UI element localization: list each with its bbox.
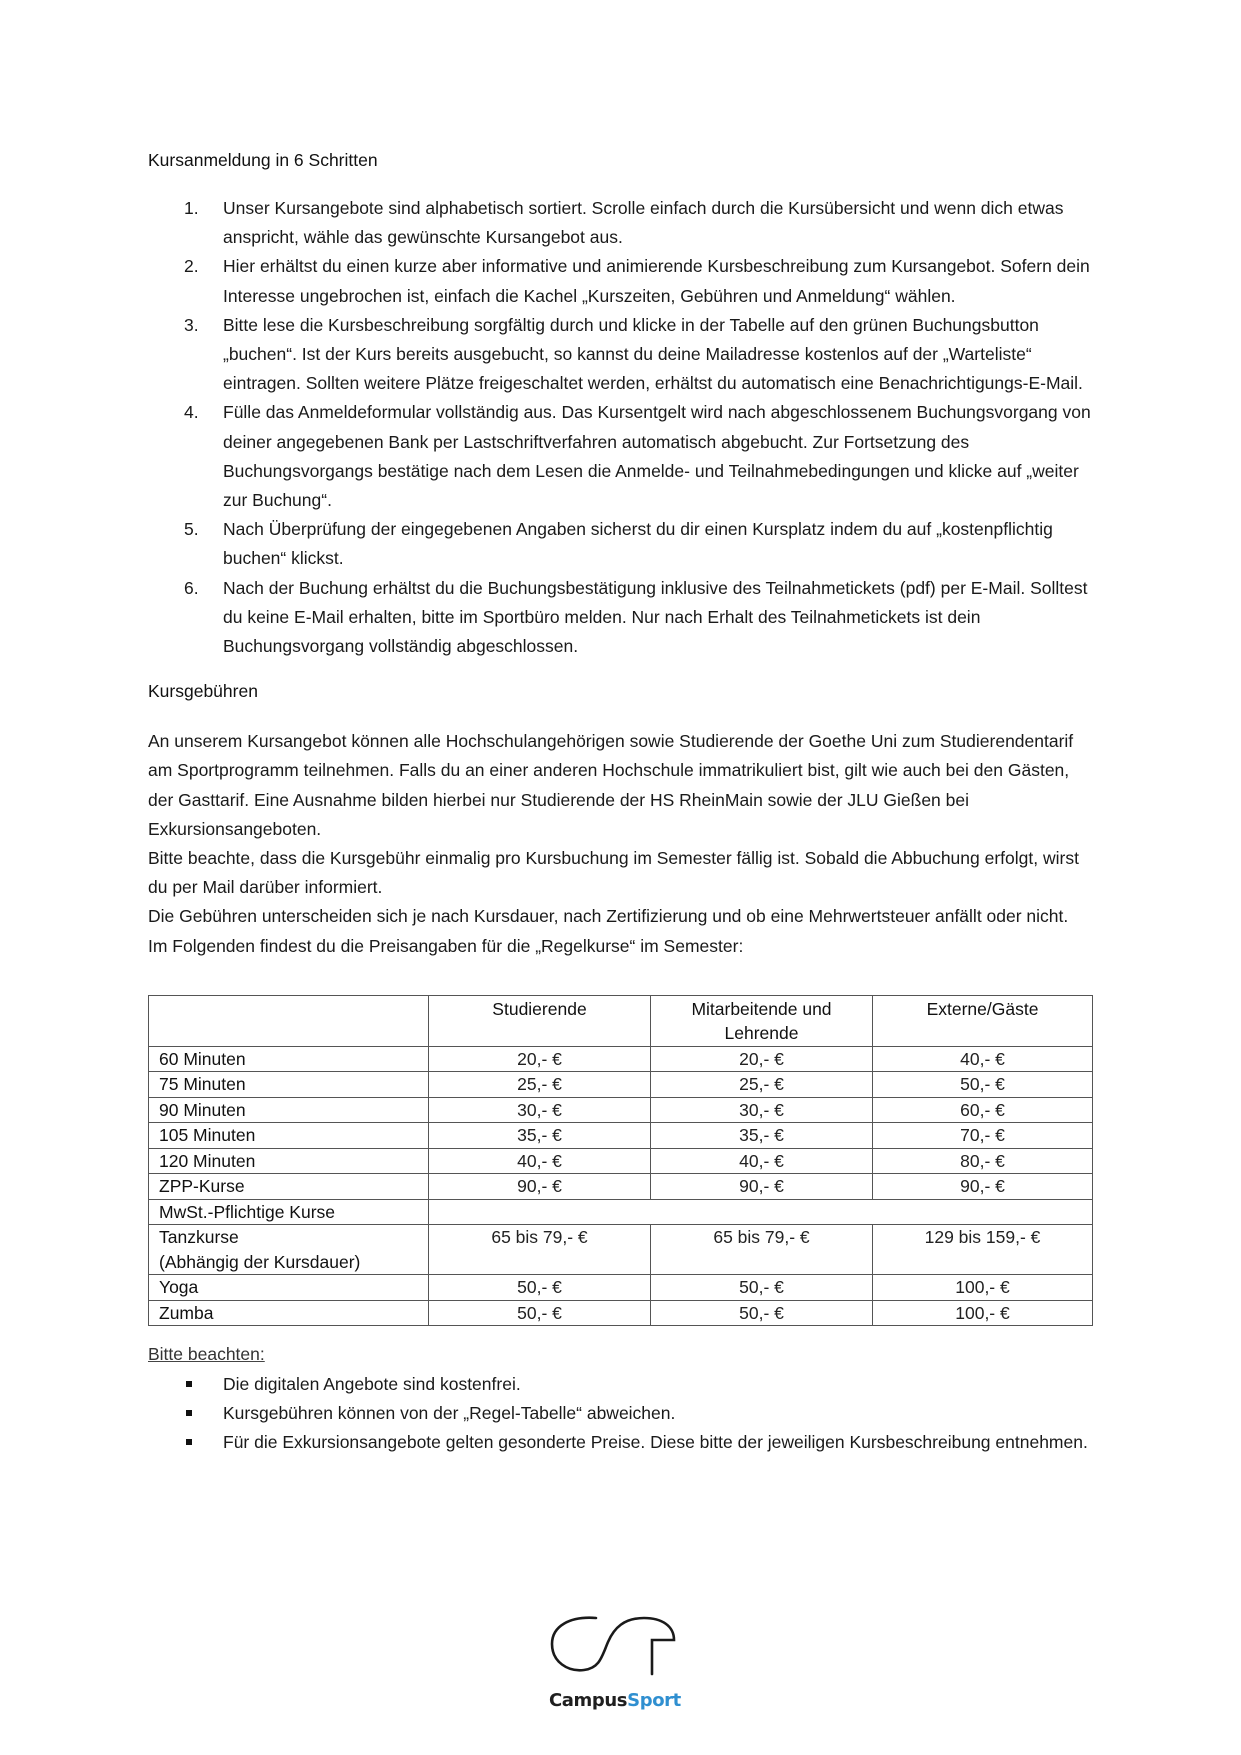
price-studierende: 30,- € (429, 1097, 651, 1123)
price-mitarbeitende: 35,- € (651, 1123, 873, 1149)
fees-paragraph: Bitte beachte, dass die Kursgebühr einmalig pro Kursbuchung im Semester fällig ist. Sobald die Abbuchung erfolgt, wirst du per Mail darüber informiert. (148, 848, 1079, 898)
square-bullet-icon (186, 1439, 192, 1445)
price-studierende: 50,- € (429, 1275, 651, 1301)
step-text: Fülle das Anmeldeformular vollständig aus. Das Kursentgelt wird nach abgeschlossenem Buchungsvorgang von deiner angegebenen Bank per Lastschriftverfahren automatisch abgebucht. Zur Fortsetzung des Buchungsvorgangs bestätige nach dem Lesen die Anmelde- und Teilnahmebedingungen und klicke auf „weiter zur Buchung“. (223, 402, 1091, 511)
row-label (149, 1225, 429, 1275)
price-mitarbeitende: 65 bis 79,- € (651, 1225, 873, 1275)
step-number: 5. (184, 519, 199, 540)
step-item (148, 252, 1092, 310)
header-mitarbeitende: Mitarbeitende und Lehrende (651, 995, 873, 1046)
price-studierende: 90,- € (429, 1174, 651, 1200)
step-text: Unser Kursangebote sind alphabetisch sortiert. Scrolle einfach durch die Kursübersicht und wenn dich etwas anspricht, wähle das gewünschte Kursangebot aus. (223, 198, 1064, 248)
row-label: Zumba (149, 1300, 429, 1326)
fees-description (148, 727, 1092, 961)
notes-list (148, 1370, 1092, 1458)
step-number: 6. (184, 577, 199, 598)
step-item (148, 574, 1092, 662)
price-studierende: 20,- € (429, 1046, 651, 1072)
step-text: Nach Überprüfung der eingegebenen Angaben sicherst du dir einen Kursplatz indem du auf „kostenpflichtig buchen“ klickst. (223, 519, 1053, 569)
registration-heading: Kursanmeldung in 6 Schritten (148, 150, 378, 170)
price-studierende: 35,- € (429, 1123, 651, 1149)
document-page (148, 146, 1092, 1457)
price-mitarbeitende: 30,- € (651, 1097, 873, 1123)
price-mitarbeitende: 50,- € (651, 1300, 873, 1326)
table-row (149, 1072, 1093, 1098)
logo-text-sport: Sport (627, 1690, 681, 1711)
price-studierende: 40,- € (429, 1148, 651, 1174)
row-label: 60 Minuten (149, 1046, 429, 1072)
step-item (148, 515, 1092, 573)
registration-steps-list (148, 194, 1092, 661)
row-label-sub: (Abhängig der Kursdauer) (159, 1251, 361, 1272)
table-row (149, 1123, 1093, 1149)
price-mitarbeitende: 90,- € (651, 1174, 873, 1200)
square-bullet-icon (186, 1410, 192, 1416)
price-studierende: 65 bis 79,- € (429, 1225, 651, 1275)
fees-paragraph: An unserem Kursangebot können alle Hochschulangehörigen sowie Studierende der Goethe Uni zum Studierendentarif am Sportprogramm teilnehmen. Falls du an einer anderen Hochschule immatrikuliert bist, gilt wie auch bei den Gästen, der Gasttarif. Eine Ausnahme bilden hierbei nur Studierende der HS RheinMain sowie der JLU Gießen bei Exkursionsangeboten. (148, 731, 1074, 839)
note-text: Für die Exkursionsangebote gelten gesonderte Preise. Diese bitte der jeweiligen Kursbeschreibung entnehmen. (223, 1431, 1088, 1452)
table-row (149, 1275, 1093, 1301)
price-externe: 70,- € (873, 1123, 1093, 1149)
square-bullet-icon (186, 1381, 192, 1387)
step-item (148, 194, 1092, 252)
step-number: 4. (184, 402, 199, 423)
price-externe: 90,- € (873, 1174, 1093, 1200)
price-studierende: 25,- € (429, 1072, 651, 1098)
note-text: Die digitalen Angebote sind kostenfrei. (223, 1373, 521, 1394)
vat-section-row (149, 1199, 1093, 1225)
row-label: Yoga (149, 1275, 429, 1301)
row-label: 120 Minuten (149, 1148, 429, 1174)
row-label: 105 Minuten (149, 1123, 429, 1149)
note-text: Kursgebühren können von der „Regel-Tabelle“ abweichen. (223, 1402, 676, 1423)
price-externe: 100,- € (873, 1275, 1093, 1301)
campussport-logo (548, 1612, 680, 1722)
step-item (148, 311, 1092, 399)
price-externe: 50,- € (873, 1072, 1093, 1098)
campussport-logo-icon (548, 1612, 680, 1678)
row-label: 90 Minuten (149, 1097, 429, 1123)
fees-paragraph: Die Gebühren unterscheiden sich je nach Kursdauer, nach Zertifizierung und ob eine Mehrwertsteuer anfällt oder nicht. (148, 906, 1069, 927)
notes-title: Bitte beachten: (148, 1344, 265, 1365)
row-label: ZPP-Kurse (149, 1174, 429, 1200)
step-number: 1. (184, 198, 199, 218)
price-externe: 80,- € (873, 1148, 1093, 1174)
step-number: 2. (184, 256, 199, 277)
price-externe: 129 bis 159,- € (873, 1225, 1093, 1275)
header-empty (149, 995, 429, 1046)
note-item (148, 1399, 1092, 1428)
price-externe: 40,- € (873, 1046, 1093, 1072)
table-row (149, 1174, 1093, 1200)
campussport-logo-text (549, 1690, 681, 1711)
fee-table (148, 995, 1093, 1327)
price-externe: 100,- € (873, 1300, 1093, 1326)
table-row (149, 1300, 1093, 1326)
note-item (148, 1370, 1092, 1399)
table-row (149, 1148, 1093, 1174)
table-row (149, 1097, 1093, 1123)
price-externe: 60,- € (873, 1097, 1093, 1123)
price-mitarbeitende: 20,- € (651, 1046, 873, 1072)
row-label: 75 Minuten (149, 1072, 429, 1098)
fees-paragraph: Im Folgenden findest du die Preisangaben für die „Regelkurse“ im Semester: (148, 935, 744, 956)
vat-section-label: MwSt.-Pflichtige Kurse (149, 1199, 429, 1225)
fee-table-header-row (149, 995, 1093, 1046)
price-studierende: 50,- € (429, 1300, 651, 1326)
step-text: Hier erhältst du einen kurze aber informative und animierende Kursbeschreibung zum Kursangebot. Sofern dein Interesse ungebrochen ist, einfach die Kachel „Kurszeiten, Gebühren und Anmeldung“ wählen. (223, 256, 1090, 306)
header-externe: Externe/Gäste (873, 995, 1093, 1046)
fees-heading: Kursgebühren (148, 681, 258, 702)
logo-text-campus: Campus (549, 1690, 628, 1711)
table-row (149, 1225, 1093, 1275)
price-mitarbeitende: 25,- € (651, 1072, 873, 1098)
note-item (148, 1428, 1092, 1457)
step-text: Nach der Buchung erhältst du die Buchungsbestätigung inklusive des Teilnahmetickets (pdf) per E-Mail. Solltest du keine E-Mail erhalten, bitte im Sportbüro melden. Nur nach Erhalt des Teilnahmetickets ist dein Buchungsvorgang vollständig abgeschlossen. (223, 577, 1088, 657)
step-item (148, 398, 1092, 515)
step-number: 3. (184, 314, 199, 335)
table-row (149, 1046, 1093, 1072)
price-mitarbeitende: 50,- € (651, 1275, 873, 1301)
header-studierende: Studierende (429, 995, 651, 1046)
price-mitarbeitende: 40,- € (651, 1148, 873, 1174)
step-text: Bitte lese die Kursbeschreibung sorgfältig durch und klicke in der Tabelle auf den grünen Buchungsbutton „buchen“. Ist der Kurs bereits ausgebucht, so kannst du deine Mailadresse kostenlos auf der „Warteliste“ eintragen. Sollten weitere Plätze freigeschaltet werden, erhältst du automatisch eine Benachrichtigungs-E-Mail. (223, 314, 1083, 394)
vat-section-empty (429, 1199, 1093, 1225)
row-label-main: Tanzkurse (159, 1227, 239, 1248)
